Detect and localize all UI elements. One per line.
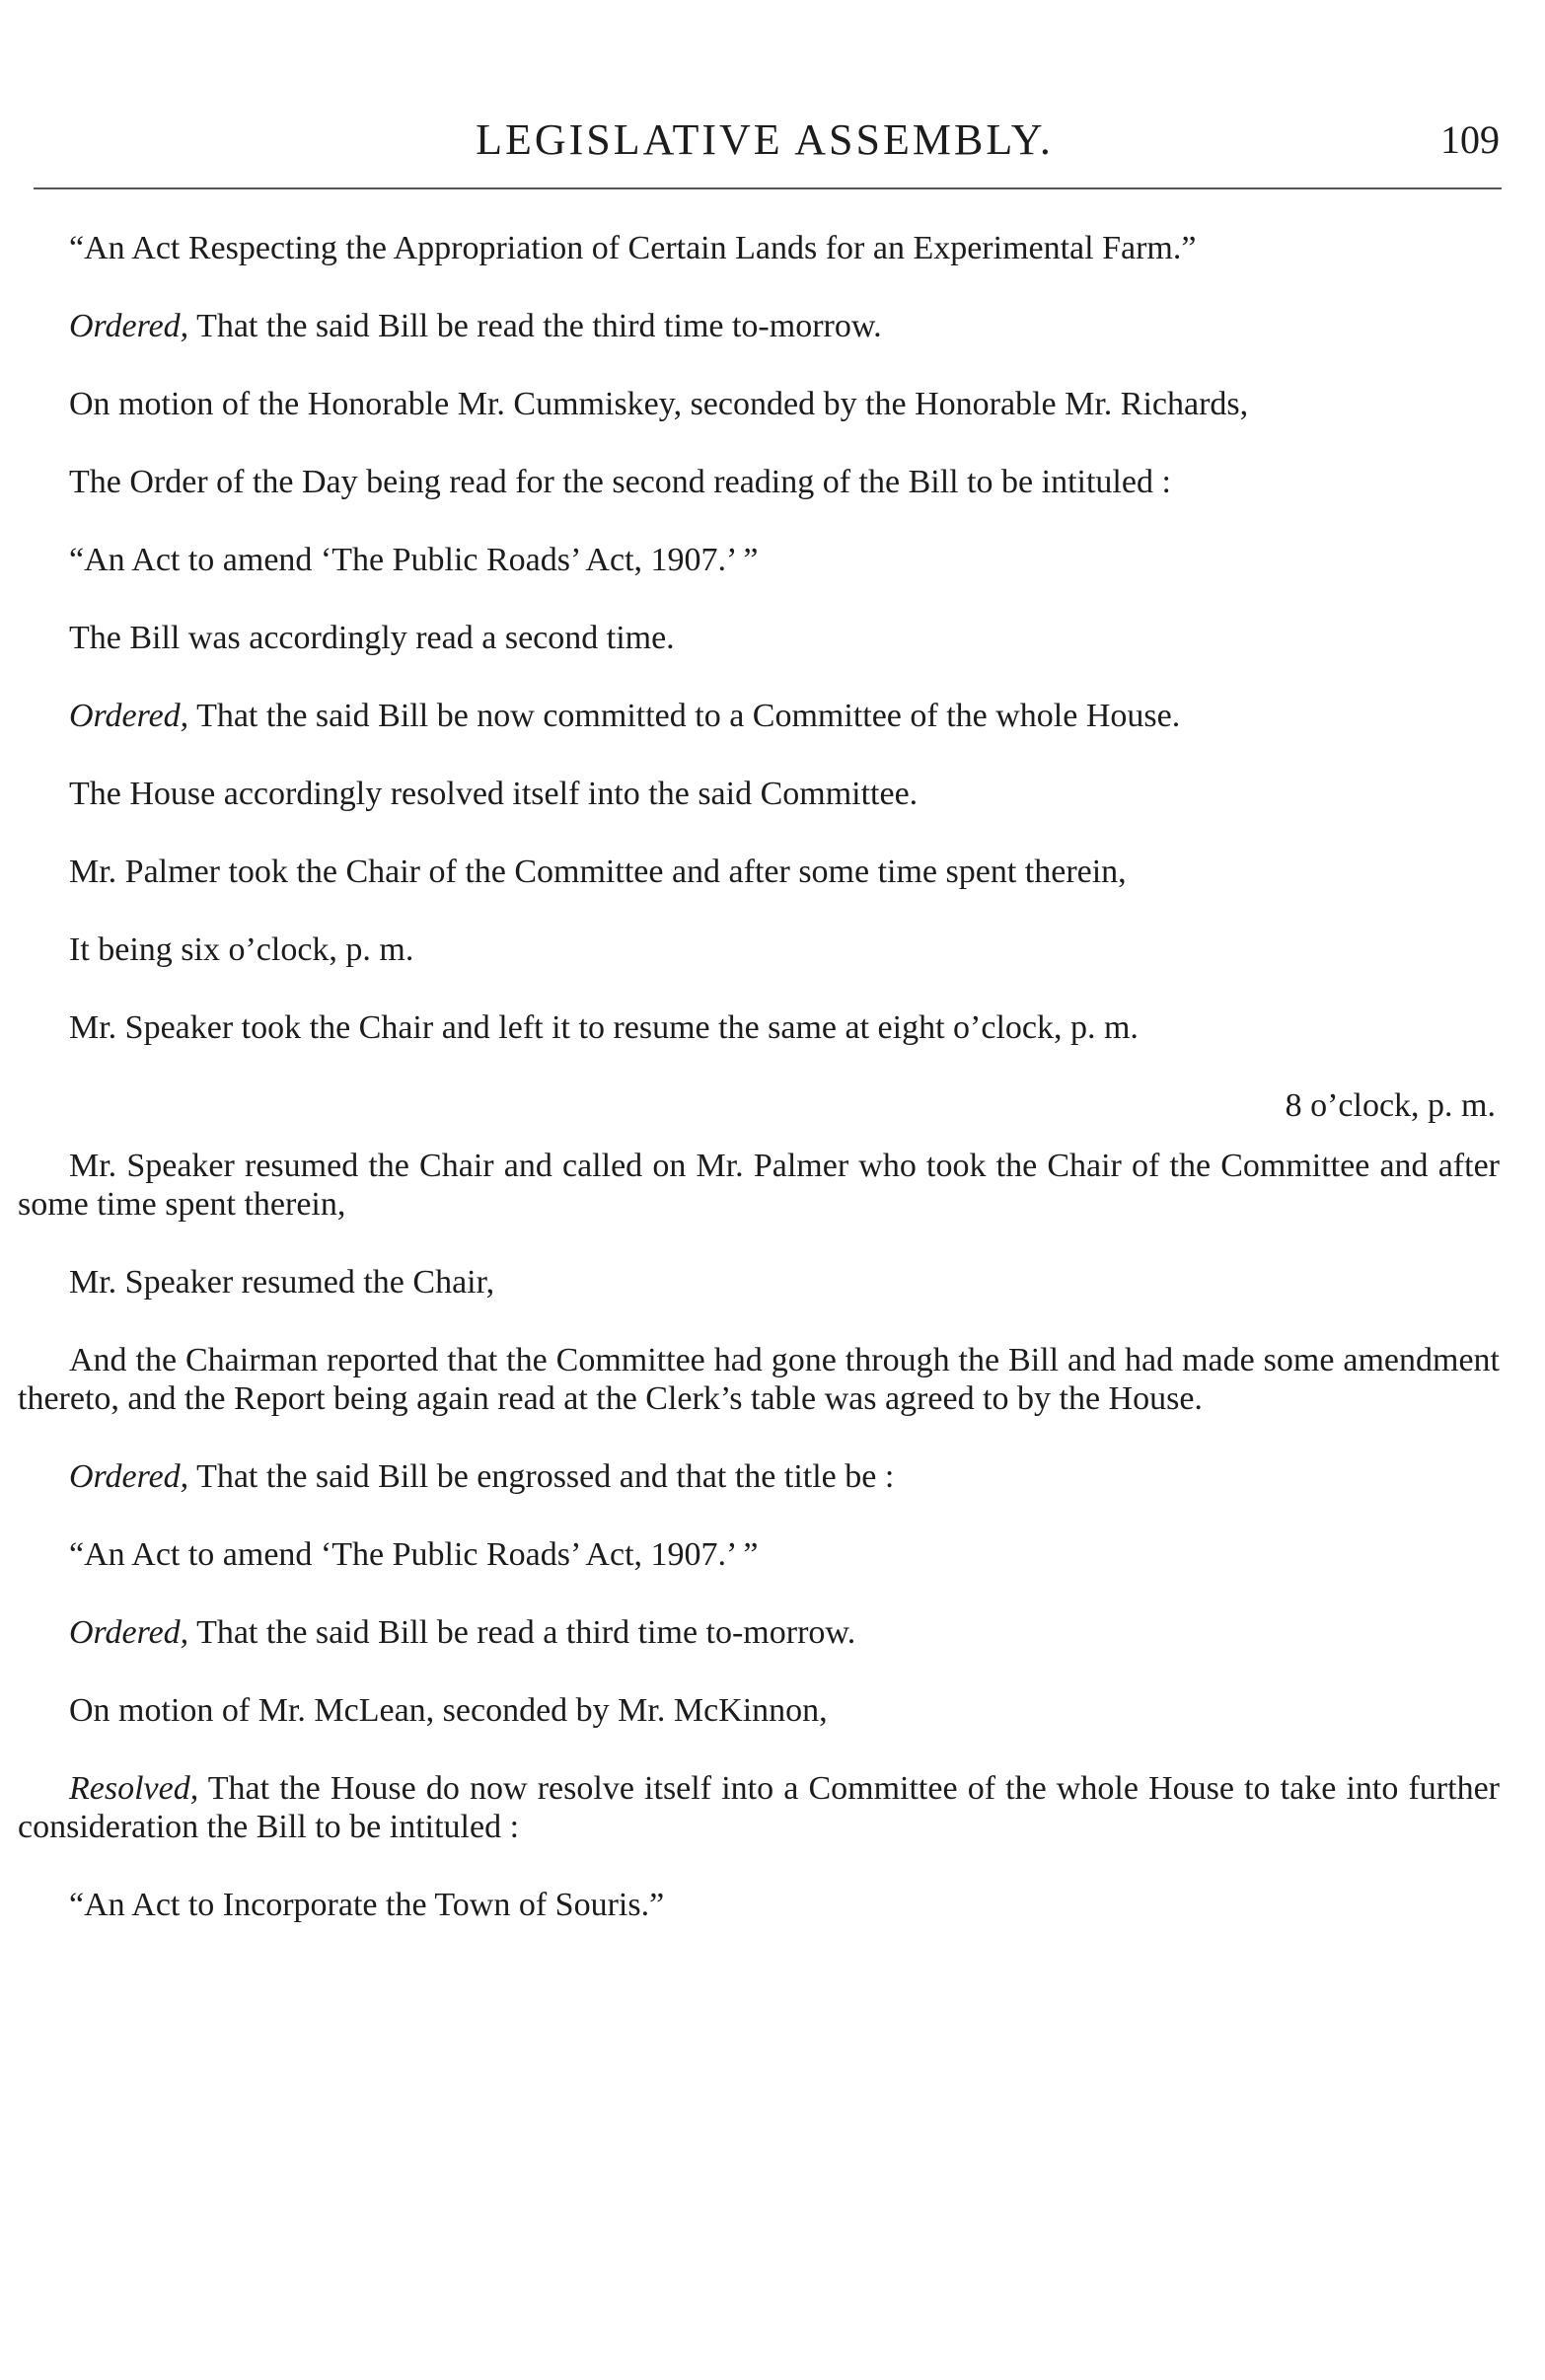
paragraph (18, 463, 1500, 501)
paragraph (18, 697, 1500, 735)
paragraph-text: And the Chairman reported that the Committee had gone through the Bill and had made some amendment thereto, and the Report being again read at the Clerk’s table was agreed to by the House. (18, 1342, 1500, 1417)
paragraph-lead: Ordered, (69, 308, 189, 344)
paragraph-text: That the House do now resolve itself into a Committee of the whole House to take into further consideration the Bill to be intituled : (18, 1770, 1500, 1845)
paragraph (18, 1535, 1500, 1574)
paragraph-lead: Ordered, (69, 1614, 189, 1651)
paragraph (18, 307, 1500, 345)
paragraph-text: Mr. Speaker resumed the Chair and called on Mr. Palmer who took the Chair of the Committee and after some time spent therein, (18, 1148, 1500, 1223)
time-mark: 8 o’clock, p. m. (1285, 1087, 1496, 1124)
paragraph-text: “An Act to amend ‘The Public Roads’ Act, 1907.’ ” (69, 1536, 759, 1573)
page-number: 109 (1440, 117, 1500, 162)
page-body (18, 229, 1500, 1964)
paragraph (18, 385, 1500, 423)
header-rule (34, 187, 1502, 189)
paragraph (18, 541, 1500, 579)
paragraph-text: That the said Bill be engrossed and that the title be : (188, 1458, 895, 1495)
paragraph-lead: Ordered, (69, 1458, 189, 1495)
paragraph-text: “An Act to amend ‘The Public Roads’ Act, 1907.’ ” (69, 542, 759, 578)
paragraph (18, 1769, 1500, 1846)
paragraph-text: The Bill was accordingly read a second time. (69, 620, 675, 656)
paragraph-text: That the said Bill be now committed to a Committee of the whole House. (188, 698, 1181, 734)
paragraph (18, 229, 1500, 267)
paragraph (18, 1147, 1500, 1224)
paragraph-text: The Order of the Day being read for the second reading of the Bill to be intituled : (69, 464, 1171, 500)
paragraph (18, 1691, 1500, 1730)
paragraph-text: It being six o’clock, p. m. (69, 931, 414, 968)
page-header (30, 111, 1500, 170)
paragraph (18, 1457, 1500, 1496)
paragraph (18, 1886, 1500, 1924)
paragraph (18, 775, 1500, 813)
paragraph (18, 930, 1500, 969)
paragraph-text: “An Act to Incorporate the Town of Souris.” (69, 1887, 665, 1923)
paragraph-text: “An Act Respecting the Appropriation of Certain Lands for an Experimental Farm.” (69, 230, 1197, 266)
paragraph-text: That the said Bill be read the third time to-morrow. (188, 308, 882, 344)
paragraph (18, 1008, 1500, 1047)
paragraph-text: Mr. Speaker took the Chair and left it to resume the same at eight o’clock, p. m. (69, 1009, 1139, 1046)
paragraph-text: On motion of the Honorable Mr. Cummiskey, seconded by the Honorable Mr. Richards, (69, 386, 1249, 422)
running-title: LEGISLATIVE ASSEMBLY. (476, 115, 1054, 164)
paragraph (18, 1613, 1500, 1652)
paragraph-text: That the said Bill be read a third time to-morrow. (188, 1614, 856, 1651)
paragraph (18, 1341, 1500, 1418)
paragraph-lead: Ordered, (69, 698, 189, 734)
paragraph-text: Mr. Palmer took the Chair of the Committee and after some time spent therein, (69, 854, 1127, 890)
paragraph (18, 1263, 1500, 1302)
paragraph-text: On motion of Mr. McLean, seconded by Mr. McKinnon, (69, 1692, 828, 1729)
paragraph-lead: Resolved, (69, 1770, 199, 1807)
paragraph (18, 619, 1500, 657)
paragraph (18, 853, 1500, 891)
paragraph-text: The House accordingly resolved itself into the said Committee. (69, 776, 919, 812)
paragraph-text: Mr. Speaker resumed the Chair, (69, 1264, 495, 1301)
